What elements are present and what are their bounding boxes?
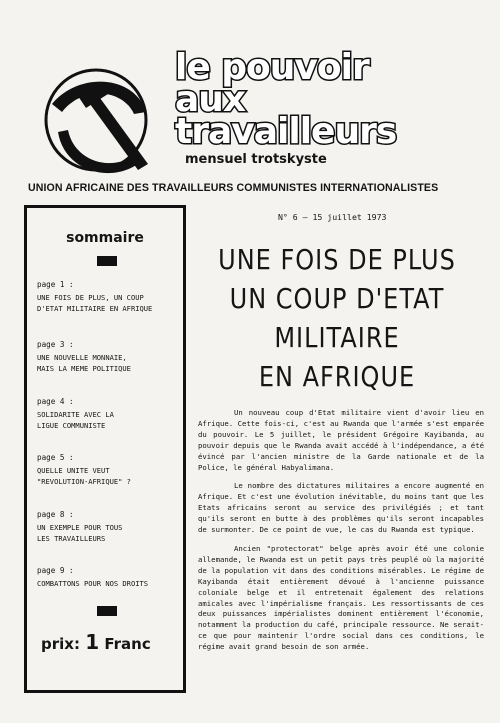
toc-text: SOLIDARITE AVEC LA LIGUE COMMUNISTE (37, 410, 114, 430)
issue-date: N° 6 — 15 juillet 1973 (278, 212, 387, 222)
toc-text: UN EXEMPLE POUR TOUS LES TRAVAILLEURS (37, 523, 123, 543)
toc-page: page 8 : (37, 510, 74, 519)
toc-item[interactable] (37, 566, 187, 589)
toc-text: QUELLE UNITE VEUT "REVOLUTION-AFRIQUE" ? (37, 466, 131, 486)
toc-page: page 5 : (37, 453, 74, 462)
toc-text: UNE FOIS DE PLUS, UN COUP D'ETAT MILITAIRE EN AFRIQUE (37, 293, 153, 313)
masthead-title-line-3: travailleurs (175, 111, 397, 152)
sommaire-heading: sommaire (66, 230, 144, 246)
toc-item[interactable] (37, 280, 187, 314)
masthead-title-line-2: aux (175, 79, 246, 120)
price-label: prix: (41, 635, 80, 653)
toc-page: page 1 : (37, 280, 74, 289)
masthead-title-line-1: le pouvoir (175, 47, 369, 88)
toc-page: page 3 : (37, 340, 74, 349)
headline-line: EN AFRIQUE (258, 360, 416, 393)
article-paragraph: Un nouveau coup d'Etat militaire vient d'avoir lieu en Afrique. Cette fois-ci, c'est au Rwanda que l'armée s'est emparée du pouvoir. Le 5 juillet, le président Grégoire Kayibanda, au pouvoir depuis que le Rwanda avait accédé à l'indépendance, a été évincé par l'ancien ministre de la Garde nationale et de la Police, le général Habyalimana. (198, 408, 484, 472)
sommaire-square-icon (97, 256, 117, 266)
toc-item[interactable] (37, 510, 187, 544)
toc-item[interactable] (37, 397, 187, 431)
toc-page: page 4 : (37, 397, 74, 406)
sommaire-box (24, 205, 186, 693)
article-body (198, 408, 484, 661)
toc-page: page 9 : (37, 566, 74, 575)
price-value: 1 (85, 630, 100, 654)
toc-text: UNE NOUVELLE MONNAIE, MAIS LA MEME POLITIQUE (37, 353, 131, 373)
toc-item[interactable] (37, 340, 187, 374)
article-paragraph: Ancien "protectorat" belge après avoir été une colonie allemande, le Rwanda est un petit pays très peuplé où la majorité de la population vit dans des conditions misérables. Le régime de Kayibanda était entièrement dévoué à l'ancienne puissance coloniale belge et il entretenait également des relations amicales avec l'impérialisme français. Les ressortissants de ces deux puissances impérialistes dominent entièrement l'économie, notamment la production du café, principale ressource. Ne serait-ce que pour maintenir l'ordre social dans ces conditions, le régime avait grand besoin de son armée. (198, 543, 484, 652)
union-banner: UNION AFRICAINE DES TRAVAILLEURS COMMUNISTES INTERNATIONALISTES (28, 182, 439, 194)
headline (192, 240, 482, 396)
sommaire-square-icon (97, 606, 117, 616)
toc-text: COMBATTONS POUR NOS DROITS (37, 579, 149, 588)
article-paragraph: Le nombre des dictatures militaires a encore augmenté en Afrique. Et c'est une évolution inévitable, du moins tant que les Etats africains seront au service des privilégiés ; et tant qu'ils seront en butte à des problèmes qu'ils seront incapables de surmonter. De ce point de vue, le cas du Rwanda est typique. (198, 481, 484, 535)
headline-line: UNE FOIS DE PLUS (218, 243, 456, 276)
toc-item[interactable] (37, 453, 187, 487)
price (41, 630, 151, 654)
masthead-subtitle: mensuel trotskyste (185, 152, 327, 167)
headline-line: MILITAIRE (274, 321, 400, 354)
price-unit: Franc (104, 635, 151, 653)
headline-line: UN COUP D'ETAT (229, 282, 445, 315)
hammer-sickle-logo-icon (38, 52, 158, 182)
